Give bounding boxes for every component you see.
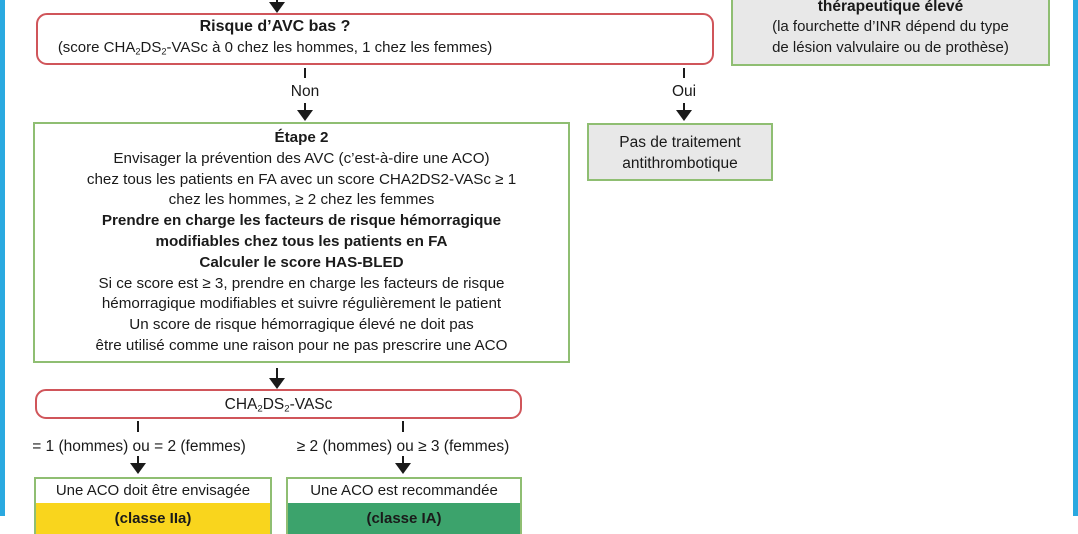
- no-treatment-line2: antithrombotique: [622, 155, 738, 172]
- etape2-line: être utilisé comme une raison pour ne pas prescrire une ACO: [95, 336, 508, 354]
- right-score-label: ≥ 2 (hommes) ou ≥ 3 (femmes): [296, 438, 510, 455]
- aco-considered-label: Une ACO doit être envisagée: [36, 479, 270, 503]
- etape2-cha-arrow-down-icon: [269, 378, 285, 389]
- etape2-line: Calculer le score HAS-BLED: [199, 253, 404, 271]
- etape2-line: modifiables chez tous les patients en FA: [155, 232, 448, 250]
- right-score-arrow-down-icon: [395, 463, 411, 474]
- aco-recommended-class-band: (classe IA): [288, 503, 520, 534]
- left-score-tick: [137, 421, 139, 432]
- entry-arrow-down-icon: [269, 2, 285, 13]
- left-score-arrow-down-icon: [130, 463, 146, 474]
- inr-box-line1: thérapeutique élevé: [817, 0, 964, 15]
- etape2-line: Prendre en charge les facteurs de risque hémorragique: [101, 212, 502, 230]
- aco-considered-class-band: (classe IIa): [36, 503, 270, 534]
- aco-recommended-label: Une ACO est recommandée: [288, 479, 520, 503]
- non-arrow-down-icon: [297, 110, 313, 121]
- oui-arrow-down-icon: [676, 110, 692, 121]
- inr-box-line3: de lésion valvulaire ou de prothèse): [772, 39, 1009, 57]
- figure-left-border: [0, 0, 5, 516]
- risk-question-title: Risque d’AVC bas ?: [199, 18, 351, 35]
- non-branch-tick: [304, 68, 306, 78]
- etape2-line: chez les hommes, ≥ 2 chez les femmes: [168, 191, 435, 209]
- aco-recommended-box: [286, 477, 522, 534]
- branch-label-oui: Oui: [671, 83, 697, 100]
- etape2-text: [33, 128, 570, 357]
- aco-considered-box: [34, 477, 272, 534]
- right-score-tick: [402, 421, 404, 432]
- vka-inr-range-box: [731, 0, 1050, 66]
- oui-branch-tick: [683, 68, 685, 78]
- etape2-line: chez tous les patients en FA avec un score CHA2DS2-VASc ≥ 1: [86, 170, 517, 188]
- etape2-line: Un score de risque hémorragique élevé ne doit pas: [129, 316, 474, 334]
- inr-box-line2: (la fourchette d’INR dépend du type: [772, 18, 1009, 36]
- risk-question-text: [36, 16, 514, 63]
- no-treatment-line1: Pas de traitement: [619, 134, 741, 151]
- no-treatment-text: [587, 132, 773, 174]
- etape2-line: Envisager la prévention des AVC (c’est-à-dire une ACO): [113, 149, 490, 167]
- figure-right-border: [1073, 0, 1078, 516]
- cha2ds2vasc-label: CHA2DS2-VASc: [224, 396, 333, 415]
- left-score-label: = 1 (hommes) ou = 2 (femmes): [32, 438, 246, 455]
- risk-question-subtitle: (score CHA2DS2-VASc à 0 chez les hommes, 1 chez les femmes): [57, 39, 493, 57]
- branch-label-non: Non: [290, 83, 320, 100]
- etape2-line: Étape 2: [274, 129, 329, 146]
- etape2-line: hémorragique modifiables et suivre régulièrement le patient: [101, 295, 502, 313]
- etape2-line: Si ce score est ≥ 3, prendre en charge les facteurs de risque: [98, 274, 505, 292]
